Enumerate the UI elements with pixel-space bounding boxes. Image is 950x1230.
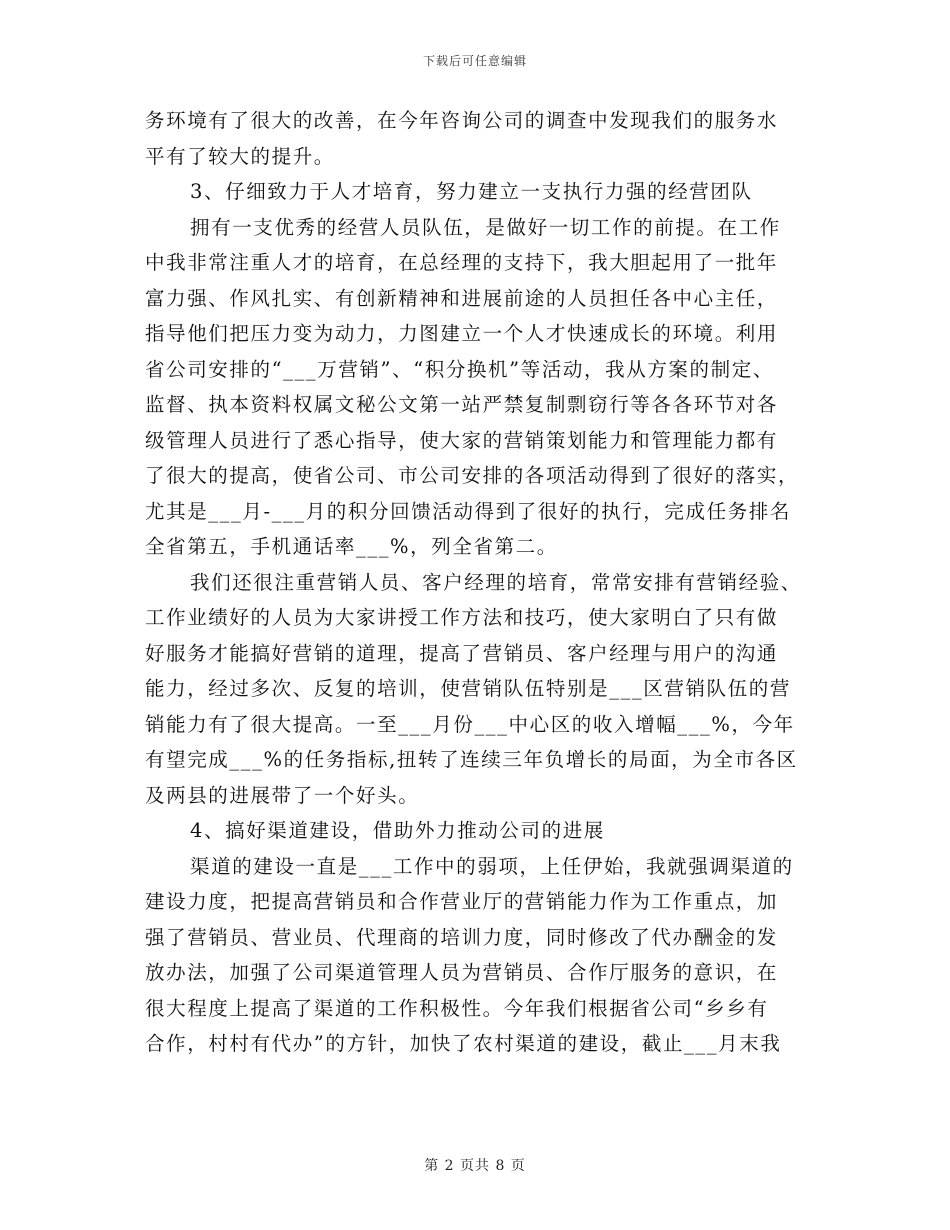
text-line: 中我非常注重人才的培育，在总经理的支持下，我大胆起用了一批年 <box>145 251 779 274</box>
text-line: 拥有一支优秀的经营人员队伍，是做好一切工作的前提。在工作 <box>190 215 781 239</box>
text-line: 工作业绩好的人员为大家讲授工作方法和技巧，使大家明白了只有做 <box>145 606 779 629</box>
section-heading: 3、仔细致力于人才培育，努力建立一支执行力强的经营团队 <box>190 180 753 203</box>
text-line: 能力，经过多次、反复的培训，使营销队伍特别是___区营销队伍的营 <box>145 677 791 700</box>
page-footer: 第 2 页共 8 页 <box>424 1158 526 1174</box>
text-line: 省公司安排的“___万营销”、“积分换机”等活动，我从方案的制定、 <box>145 357 774 381</box>
text-line: 监督、执本资料权属文秘公文第一站严禁复制剽窃行等各各环节对各 <box>145 393 779 416</box>
text-line: 了很大的提高，使省公司、市公司安排的各项活动得到了很好的落实， <box>145 464 800 487</box>
text-line: 有望完成___%的任务指标,扭转了连续三年负增长的局面，为全市各区 <box>145 748 798 771</box>
text-line: 合作，村村有代办”的方针，加快了农村渠道的建设，截止___月末我 <box>145 1032 782 1055</box>
text-line: 建设力度，把提高营销员和合作营业厅的营销能力作为工作重点，加 <box>145 890 779 913</box>
text-line: 富力强、作风扎实、有创新精神和进展前途的人员担任各中心主任， <box>145 286 779 310</box>
text-line: 我们还很注重营销人员、客户经理的培育，常常安排有营销经验、 <box>190 570 802 594</box>
text-line: 指导他们把压力变为动力，力图建立一个人才快速成长的环境。利用 <box>145 322 779 345</box>
text-line: 好服务才能搞好营销的道理，提高了营销员、客户经理与用户的沟通 <box>145 641 779 665</box>
text-line: 销能力有了很大提高。一至___月份___中心区的收入增幅___%，今年 <box>145 712 795 736</box>
text-line: 很大程度上提高了渠道的工作积极性。今年我们根据省公司“乡乡有 <box>145 996 769 1020</box>
text-line: 全省第五，手机通话率___%，列全省第二。 <box>145 535 558 558</box>
text-line: 及两县的进展带了一个好头。 <box>145 783 420 807</box>
text-line: 强了营销员、营业员、代理商的培训力度，同时修改了代办酬金的发 <box>145 925 779 949</box>
document-body <box>145 103 815 1062</box>
text-line: 务环境有了很大的改善，在今年咨询公司的调查中发现我们的服务水 <box>145 109 779 132</box>
text-line: 平有了较大的提升。 <box>145 144 335 168</box>
text-line: 尤其是___月-___月的积分回馈活动得到了很好的执行，完成任务排名 <box>145 499 791 523</box>
text-line: 渠道的建设一直是___工作中的弱项，上任伊始，我就强调渠道的 <box>190 854 794 878</box>
text-line: 放办法，加强了公司渠道管理人员为营销员、合作厅服务的意识，在 <box>145 961 779 984</box>
text-line: 级管理人员进行了悉心指导，使大家的营销策划能力和管理能力都有 <box>145 428 779 452</box>
page-header: 下载后可任意编辑 <box>422 54 527 68</box>
section-heading: 4、搞好渠道建设，借助外力推动公司的进展 <box>190 819 605 842</box>
